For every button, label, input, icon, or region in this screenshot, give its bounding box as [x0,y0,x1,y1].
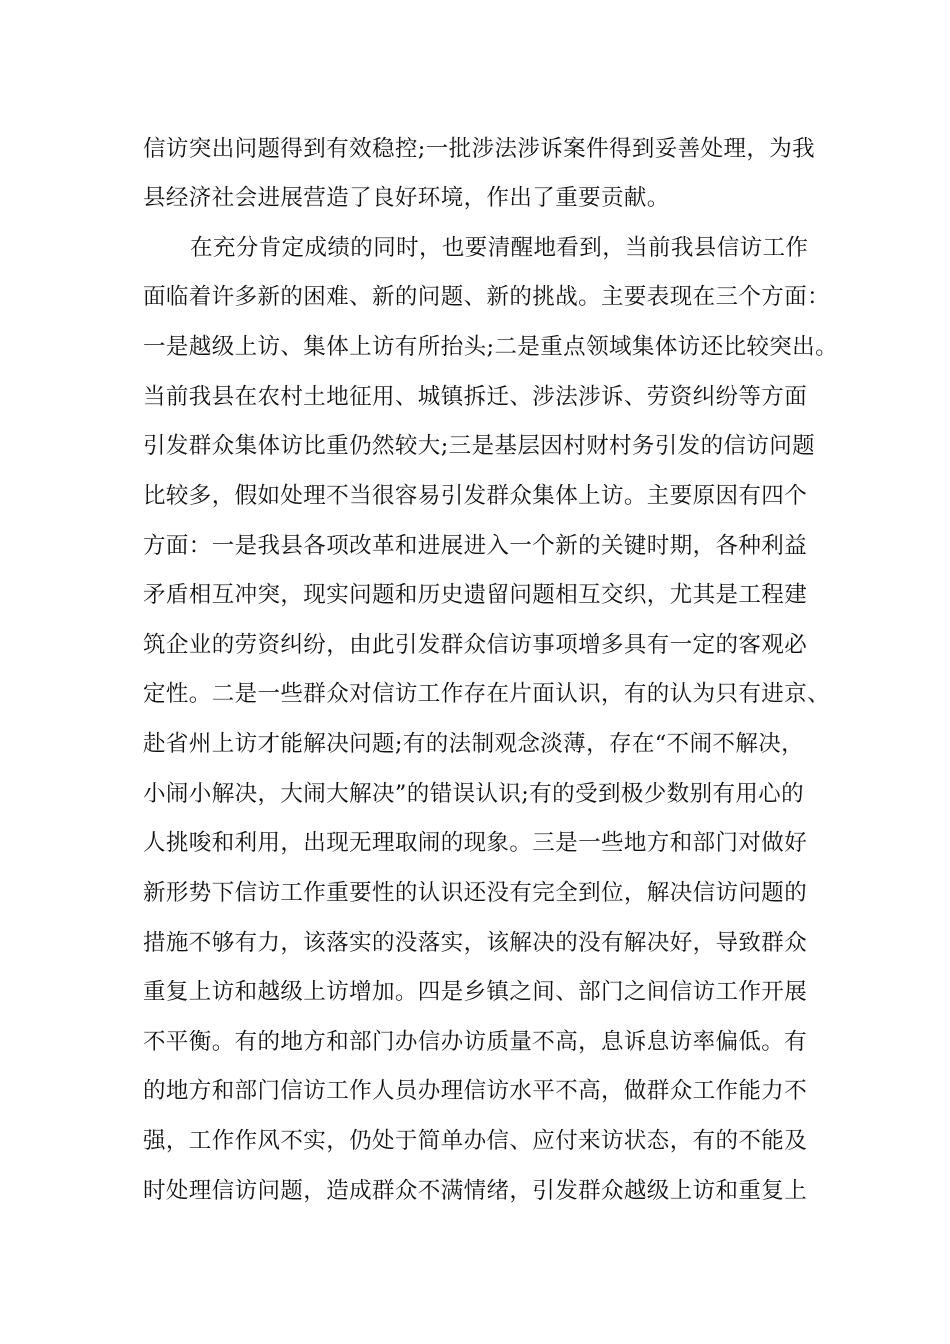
paragraph-first-line: 在充分肯定成绩的同时，也要清醒地看到，当前我县信访工作 [190,235,809,261]
text-line: 一是越级上访、集体上访有所抬头;二是重点领域集体访还比较突出。 [143,334,838,360]
text-line: 定性。二是一些群众对信访工作存在片面认识，有的认为只有进京、 [143,681,831,707]
text-line: 重复上访和越级上访增加。四是乡镇之间、部门之间信访工作开展 [143,979,808,1005]
text-line: 新形势下信访工作重要性的认识还没有完全到位，解决信访问题的 [143,880,808,906]
text-line: 面临着许多新的困难、新的问题、新的挑战。主要表现在三个方面： [143,284,831,310]
text-line: 赴省州上访才能解决问题;有的法制观念淡薄，存在“不闹不解决， [143,731,805,757]
text-line: 矛盾相互冲突，现实问题和历史遗留问题相互交织，尤其是工程建 [143,582,808,608]
text-line: 方面：一是我县各项改革和进展进入一个新的关键时期，各种利益 [143,533,808,559]
text-line: 当前我县在农村土地征用、城镇拆迁、涉法涉诉、劳资纠纷等方面 [143,384,808,410]
text-line: 筑企业的劳资纠纷，由此引发群众信访事项增多具有一定的客观必 [143,632,808,658]
text-line: 人挑唆和利用，出现无理取闹的现象。三是一些地方和部门对做好 [143,830,808,856]
text-line: 比较多，假如处理不当很容易引发群众集体上访。主要原因有四个 [143,483,808,509]
text-line: 小闹小解决，大闹大解决”的错误认识;有的受到极少数别有用心的 [143,781,805,807]
text-line: 引发群众集体访比重仍然较大;三是基层因村财村务引发的信访问题 [143,433,816,459]
text-line: 信访突出问题得到有效稳控;一批涉法涉诉案件得到妥善处理，为我 [143,136,816,162]
text-line: 不平衡。有的地方和部门办信办访质量不高，息诉息访率偏低。有 [143,1029,808,1055]
text-line: 措施不够有力，该落实的没落实，该解决的没有解决好，导致群众 [143,930,808,956]
text-line: 的地方和部门信访工作人员办理信访水平不高，做群众工作能力不 [143,1078,808,1104]
text-line: 强，工作作风不实，仍处于简单办信、应付来访状态，有的不能及 [143,1128,808,1154]
text-line: 县经济社会进展营造了良好环境，作出了重要贡献。 [143,185,670,211]
text-line: 时处理信访问题，造成群众不满情绪，引发群众越级上访和重复上 [143,1178,808,1204]
